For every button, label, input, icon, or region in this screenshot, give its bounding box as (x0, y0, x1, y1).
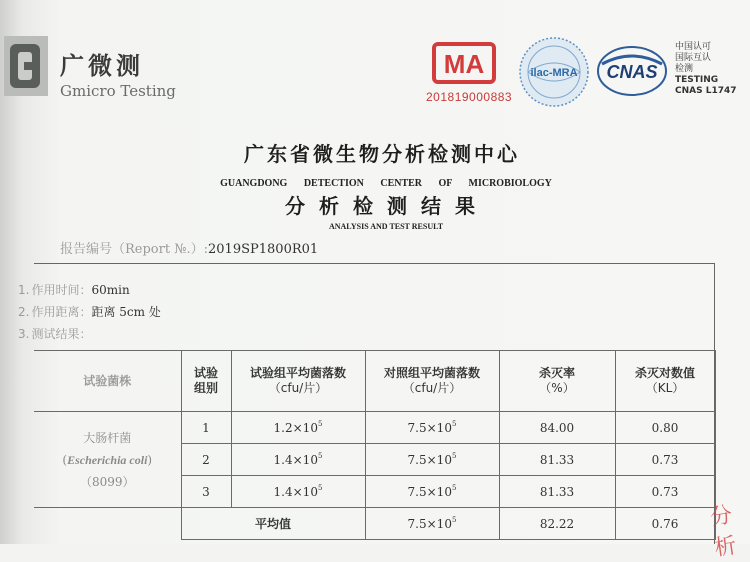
average-label: 平均值 (181, 508, 365, 540)
report-number-line (60, 238, 318, 257)
average-kill-log-cell: 0.76 (615, 508, 715, 540)
info-value: 60min (91, 283, 130, 297)
group-cell: 3 (181, 476, 231, 508)
cnas-line: 国际互认 (675, 53, 712, 63)
cnas-line: TESTING (675, 75, 719, 85)
kill-log-cell: 0.80 (615, 412, 715, 444)
results-table (34, 350, 716, 540)
kill-log-cell: 0.73 (615, 476, 715, 508)
report-number-label: 报告编号（Report №.）: (60, 242, 209, 257)
info-value: 距离 5cm 处 (91, 305, 161, 319)
cnas-line: 检测 (675, 64, 694, 74)
strain-cell: 大肠杆菌 (Escherichia coli) （8099） (34, 412, 181, 508)
kill-rate-cell: 84.00 (499, 412, 615, 444)
center-title-cn: 广东省微生物分析检测中心 (244, 142, 520, 166)
report-number: 2019SP1800R01 (208, 242, 319, 257)
header-kill-rate: 杀灭率 （%） (499, 351, 615, 412)
header-kill-log: 杀灭对数值 （KL） (615, 351, 715, 412)
control-avg-cell: $7.5\times 10^5$ (365, 476, 499, 508)
header-control-avg: 对照组平均菌落数 （cfu/片） (365, 351, 499, 412)
cnas-info (675, 42, 737, 97)
strain-name-latin: Escherichia coli (67, 452, 148, 467)
control-avg-cell: $7.5\times 10^5$ (365, 444, 499, 476)
average-kill-rate-cell: 82.22 (499, 508, 615, 540)
test-avg-cell: $1.2\times 10^5$ (231, 412, 365, 444)
table-row (34, 412, 715, 444)
header-test-avg: 试验组平均菌落数 （cfu/片） (231, 351, 365, 412)
group-cell: 1 (181, 412, 231, 444)
ilac-label: ilac-MRA (530, 67, 578, 79)
cnas-mark-icon (596, 44, 668, 98)
result-title-en: ANALYSIS AND TEST RESULT (328, 222, 444, 231)
logo-name-en: Gmicro Testing (60, 82, 176, 100)
info-label: 作用距离： (31, 305, 92, 319)
group-cell: 2 (181, 444, 231, 476)
info-label: 作用时间： (31, 283, 92, 297)
cma-mark-icon (432, 42, 496, 84)
strain-name-cn: 大肠杆菌 (83, 430, 132, 445)
ma-label: MA (443, 49, 485, 79)
center-title-en: GUANGDONG DETECTION CENTER OF MICROBIOLOGY (220, 178, 552, 189)
logo-name-cn: 广微测 (60, 52, 144, 80)
control-avg-cell: $7.5\times 10^5$ (365, 412, 499, 444)
table-average-row (34, 508, 715, 540)
info-line: 3. 测试结果： (18, 327, 92, 341)
kill-log-cell: 0.73 (615, 444, 715, 476)
red-stamp: 分析 (708, 502, 739, 562)
ilac-mra-mark-icon (514, 34, 594, 110)
header-group: 试验 组别 (181, 351, 231, 412)
info-line: 2. 作用距离：距离 5cm 处 (18, 305, 161, 319)
header-strain: 试验菌株 (34, 351, 181, 412)
kill-rate-cell: 81.33 (499, 476, 615, 508)
cnas-line: 中国认可 (675, 42, 712, 52)
cnas-line: CNAS L1747 (675, 86, 737, 96)
test-avg-cell: $1.4\times 10^5$ (231, 476, 365, 508)
gmicro-logo-icon (4, 36, 48, 96)
strain-cell-blank (34, 508, 181, 540)
cnas-label: CNAS (606, 62, 658, 82)
kill-rate-cell: 81.33 (499, 444, 615, 476)
info-label: 测试结果： (31, 327, 92, 341)
frame-top-line (34, 263, 715, 264)
table-header-row (34, 351, 715, 412)
average-control-cell: $7.5\times 10^5$ (365, 508, 499, 540)
ma-number: 201819000883 (426, 90, 513, 104)
result-title-cn: 分析检测结果 (285, 194, 489, 218)
info-line: 1. 作用时间：60min (18, 283, 130, 297)
strain-code: （8099） (79, 474, 135, 489)
test-avg-cell: $1.4\times 10^5$ (231, 444, 365, 476)
